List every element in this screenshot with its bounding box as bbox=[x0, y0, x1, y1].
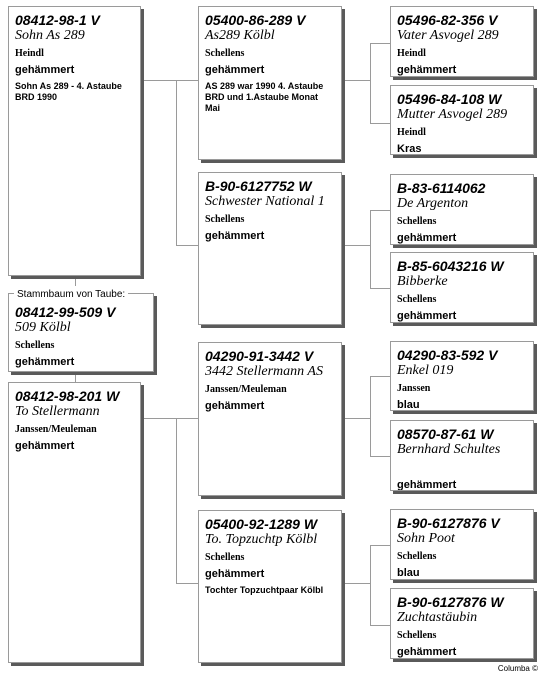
connector-line bbox=[370, 545, 371, 625]
plumage-color: gehämmert bbox=[397, 232, 457, 244]
connector-line bbox=[342, 80, 370, 81]
pedigree-card-ff[interactable] bbox=[198, 6, 342, 160]
connector-line bbox=[176, 80, 198, 81]
breeder-name: Janssen bbox=[397, 383, 431, 394]
breeder-name: Schellens bbox=[397, 216, 437, 227]
connector-line bbox=[176, 80, 177, 245]
connector-line bbox=[370, 210, 390, 211]
connector-line bbox=[370, 123, 390, 124]
plumage-color: gehämmert bbox=[15, 440, 75, 452]
plumage-color: gehämmert bbox=[205, 400, 265, 412]
connector-line bbox=[75, 372, 76, 382]
connector-line bbox=[370, 43, 371, 123]
connector-line bbox=[370, 376, 371, 456]
connector-line bbox=[176, 583, 198, 584]
connector-line bbox=[176, 418, 177, 583]
pigeon-name: 509 Kölbl bbox=[15, 320, 71, 335]
pigeon-name: To Stellermann bbox=[15, 404, 100, 419]
ring-number: 04290-91-3442 V bbox=[205, 348, 314, 364]
plumage-color: gehämmert bbox=[205, 568, 265, 580]
pedigree-card-mmf[interactable] bbox=[390, 509, 534, 580]
pigeon-name: Sohn As 289 bbox=[15, 28, 85, 43]
connector-line bbox=[370, 210, 371, 288]
pedigree-card-mf[interactable] bbox=[198, 342, 342, 496]
ring-number: B-85-6043216 W bbox=[397, 258, 504, 274]
plumage-color: gehämmert bbox=[397, 479, 457, 491]
pigeon-name: Bernhard Schultes bbox=[397, 442, 501, 457]
connector-line bbox=[176, 418, 198, 419]
pigeon-name: De Argenton bbox=[397, 196, 469, 211]
ring-number: 08412-98-1 V bbox=[15, 12, 100, 28]
breeder-name bbox=[397, 461, 527, 475]
pigeon-name: Bibberke bbox=[397, 274, 448, 289]
ring-number: 04290-83-592 V bbox=[397, 347, 498, 363]
breeder-name: Schellens bbox=[205, 552, 245, 563]
connector-line bbox=[141, 80, 176, 81]
ring-number: 05496-82-356 V bbox=[397, 12, 498, 28]
ring-number: 05400-86-289 V bbox=[205, 12, 306, 28]
breeder-name: Schellens bbox=[205, 214, 245, 225]
ring-number: B-83-6114062 bbox=[397, 180, 486, 196]
ring-number: 05400-92-1289 W bbox=[205, 516, 318, 532]
pedigree-title: Stammbaum von Taube: bbox=[14, 289, 128, 300]
connector-line bbox=[370, 288, 390, 289]
connector-line bbox=[342, 418, 370, 419]
breeder-name: Heindl bbox=[397, 127, 426, 138]
connector-line bbox=[370, 545, 390, 546]
breeder-name: Schellens bbox=[397, 294, 437, 305]
ring-number: B-90-6127876 W bbox=[397, 594, 504, 610]
plumage-color: gehämmert bbox=[397, 646, 457, 658]
plumage-color: gehämmert bbox=[397, 310, 457, 322]
ring-number: B-90-6127876 V bbox=[397, 515, 500, 531]
copyright-text: Columba © bbox=[497, 664, 538, 673]
pedigree-card-fm[interactable] bbox=[198, 172, 342, 325]
pigeon-name: To. Topzuchtp Kölbl bbox=[205, 532, 318, 547]
ring-number: 08412-98-201 W bbox=[15, 388, 120, 404]
pigeon-name: As289 Kölbl bbox=[205, 28, 275, 43]
breeder-name: Schellens bbox=[397, 630, 437, 641]
connector-line bbox=[370, 456, 390, 457]
pigeon-note: Sohn As 289 - 4. Astaube BRD 1990 bbox=[15, 81, 122, 102]
ring-number: 08412-99-509 V bbox=[15, 304, 116, 320]
breeder-name: Schellens bbox=[15, 340, 55, 351]
plumage-color: gehämmert bbox=[15, 356, 75, 368]
pigeon-name: Zuchtastäubin bbox=[397, 610, 478, 625]
connector-line bbox=[141, 418, 176, 419]
breeder-name: Schellens bbox=[397, 551, 437, 562]
connector-line bbox=[75, 276, 76, 286]
pedigree-card-mother[interactable] bbox=[8, 382, 141, 663]
pigeon-name: Enkel 019 bbox=[397, 363, 454, 378]
ring-number: B-90-6127752 W bbox=[205, 178, 312, 194]
connector-line bbox=[370, 376, 390, 377]
plumage-color: gehämmert bbox=[397, 64, 457, 76]
breeder-name: Heindl bbox=[397, 48, 426, 59]
ring-number: 05496-84-108 W bbox=[397, 91, 502, 107]
breeder-name: Schellens bbox=[205, 48, 245, 59]
plumage-color: Kras bbox=[397, 143, 422, 155]
connector-line bbox=[176, 245, 198, 246]
pedigree-card-mff[interactable] bbox=[390, 341, 534, 411]
pigeon-note: Tochter Topzuchtpaar Kölbl bbox=[205, 585, 324, 595]
breeder-name: Janssen/Meuleman bbox=[15, 424, 97, 435]
pedigree-card-subject[interactable] bbox=[8, 293, 154, 372]
connector-line bbox=[370, 625, 390, 626]
pedigree-card-father[interactable] bbox=[8, 6, 141, 276]
plumage-color: gehämmert bbox=[205, 64, 265, 76]
pigeon-name: Vater Asvogel 289 bbox=[397, 28, 499, 43]
pigeon-name: 3442 Stellermann AS bbox=[205, 364, 323, 379]
plumage-color: blau bbox=[397, 399, 420, 411]
pedigree-card-ffm[interactable] bbox=[390, 85, 534, 155]
plumage-color: gehämmert bbox=[205, 230, 265, 242]
pedigree-card-mm[interactable] bbox=[198, 510, 342, 663]
pedigree-card-mmm[interactable] bbox=[390, 588, 534, 659]
pigeon-note: AS 289 war 1990 4. Astaube BRD und 1.Astaube Monat Mai bbox=[205, 81, 324, 113]
pedigree-card-fmf[interactable] bbox=[390, 174, 534, 245]
breeder-name: Janssen/Meuleman bbox=[205, 384, 287, 395]
plumage-color: gehämmert bbox=[15, 64, 75, 76]
breeder-name: Heindl bbox=[15, 48, 44, 59]
pedigree-card-fmm[interactable] bbox=[390, 252, 534, 323]
pedigree-card-fff[interactable] bbox=[390, 6, 534, 77]
pigeon-name: Schwester National 1 bbox=[205, 194, 325, 209]
pedigree-card-mfm[interactable] bbox=[390, 420, 534, 491]
connector-line bbox=[342, 245, 370, 246]
connector-line bbox=[342, 583, 370, 584]
plumage-color: blau bbox=[397, 567, 420, 579]
connector-line bbox=[370, 43, 390, 44]
pigeon-name: Sohn Poot bbox=[397, 531, 455, 546]
ring-number: 08570-87-61 W bbox=[397, 426, 494, 442]
pigeon-name: Mutter Asvogel 289 bbox=[397, 107, 508, 122]
